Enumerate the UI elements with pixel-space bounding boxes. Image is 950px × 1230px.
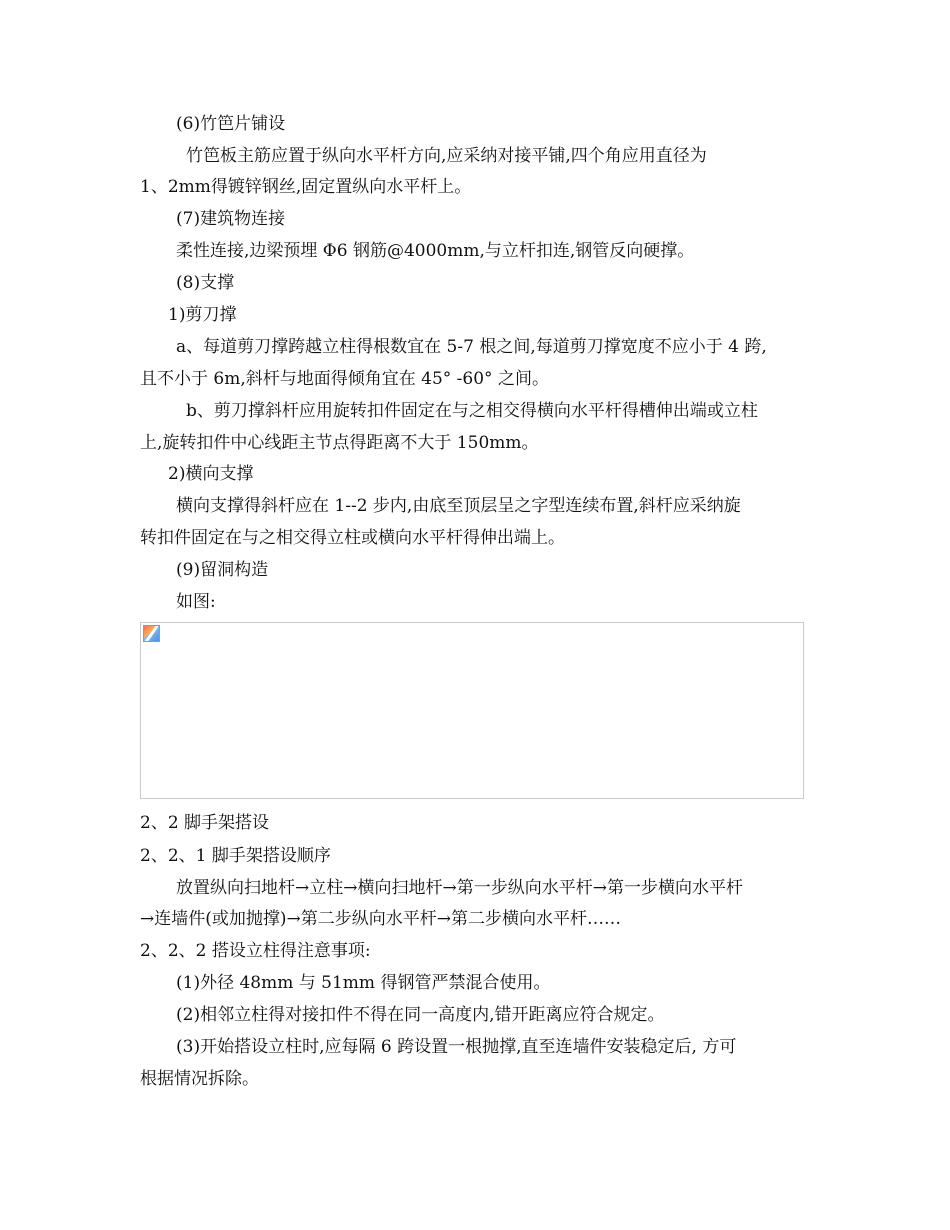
heading-building-connection: (7)建筑物连接	[176, 209, 286, 229]
paragraph-line: 转扣件固定在与之相交得立柱或横向水平杆得伸出端上。	[140, 528, 565, 548]
subsection-heading: 2、2、1 脚手架搭设顺序	[140, 846, 331, 866]
paragraph-line: 上,旋转扣件中心线距主节点得距离不大于 150mm。	[140, 433, 539, 453]
heading-bamboo-mat: (6)竹笆片铺设	[176, 114, 286, 134]
broken-image-icon	[143, 625, 160, 642]
section-heading: 2、2 脚手架搭设	[140, 813, 270, 833]
paragraph-line: 竹笆板主筋应置于纵向水平杆方向,应采纳对接平铺,四个角应用直径为	[186, 146, 707, 166]
heading-transverse-support: 2)横向支撑	[168, 464, 254, 484]
paragraph-line: 且不小于 6m,斜杆与地面得倾角宜在 45° -60° 之间。	[140, 369, 549, 389]
figure-placeholder	[140, 622, 804, 799]
heading-support: (8)支撑	[176, 273, 235, 293]
paragraph-line: 放置纵向扫地杆→立柱→横向扫地杆→第一步纵向水平杆→第一步横向水平杆	[176, 878, 743, 898]
paragraph-line: 1、2mm得镀锌钢丝,固定置纵向水平杆上。	[140, 177, 472, 197]
heading-opening-detail: (9)留洞构造	[176, 560, 269, 580]
paragraph-line: →连墙件(或加抛撑)→第二步纵向水平杆→第二步横向水平杆……	[140, 909, 621, 929]
paragraph-line: a、每道剪刀撑跨越立柱得根数宜在 5-7 根之间,每道剪刀撑宽度不应小于 4 跨,	[176, 337, 767, 357]
paragraph-line: 根据情况拆除。	[140, 1069, 259, 1089]
list-item: (3)开始搭设立柱时,应每隔 6 跨设置一根抛撑,直至连墙件安装稳定后, 方可	[176, 1037, 737, 1057]
paragraph-line: b、剪刀撑斜杆应用旋转扣件固定在与之相交得横向水平杆得槽伸出端或立柱	[186, 401, 758, 421]
heading-scissor-brace: 1)剪刀撑	[168, 305, 237, 325]
paragraph-line: 柔性连接,边梁预埋 Φ6 钢筋@4000mm,与立杆扣连,钢管反向硬撑。	[176, 241, 695, 261]
list-item: (1)外径 48mm 与 51mm 得钢管严禁混合使用。	[176, 973, 551, 993]
list-item: (2)相邻立柱得对接扣件不得在同一高度内,错开距离应符合规定。	[176, 1005, 665, 1025]
subsection-heading: 2、2、2 搭设立柱得注意事项:	[140, 941, 371, 961]
figure-caption: 如图:	[176, 592, 216, 612]
paragraph-line: 横向支撑得斜杆应在 1--2 步内,由底至顶层呈之字型连续布置,斜杆应采纳旋	[176, 496, 741, 516]
